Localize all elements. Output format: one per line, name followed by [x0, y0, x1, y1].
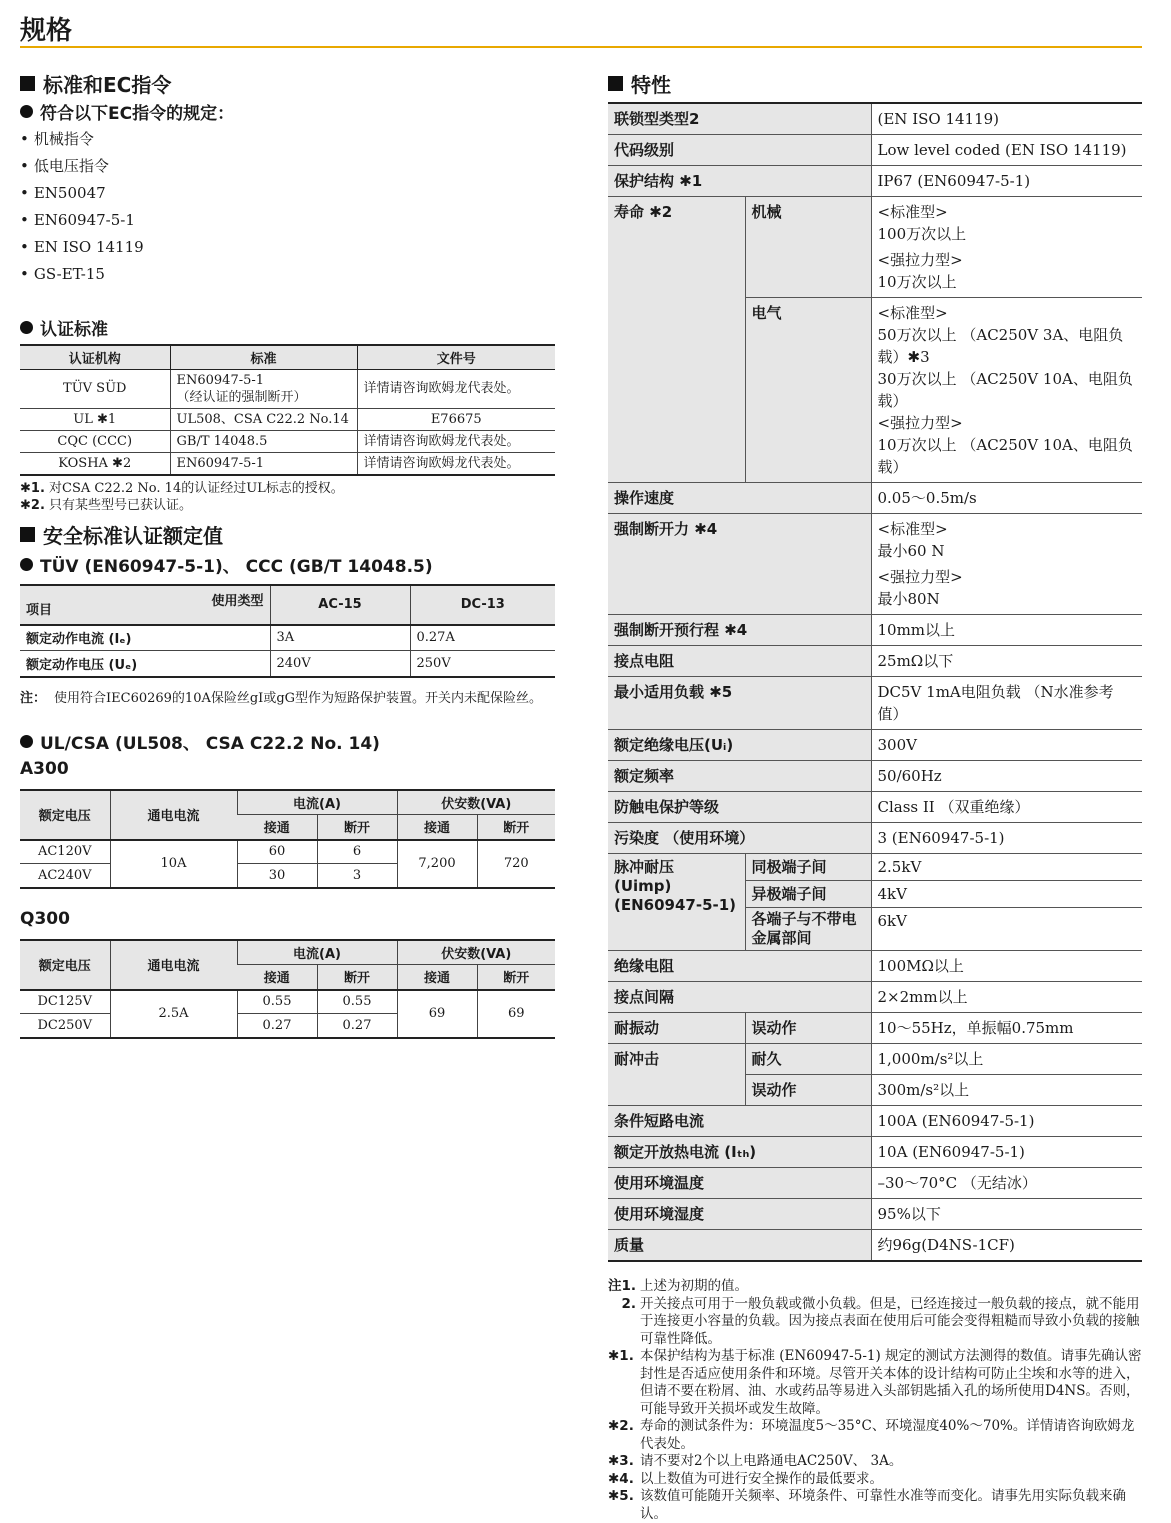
col-header: 文件号: [357, 345, 555, 369]
tuv-note: 注： 使用符合IEC60269的10A保险丝gI或gG型作为短路保护装置。开关内未配保险丝。: [20, 690, 543, 706]
footnote: ✱2. 寿命的测试条件为：环境温度5～35°C、环境湿度40%～70%。详情请咨询欧姆龙代表处。: [608, 1418, 1135, 1452]
table-row: TÜV SÜD EN60947-5-1 （经认证的强制断开） 详情请咨询欧姆龙代表处。: [20, 369, 555, 408]
table-row: 异极端子间 4kV: [608, 881, 1142, 908]
ec-directive-heading: 符合以下EC指令的规定：: [20, 98, 555, 124]
circle-bullet-icon: [20, 321, 33, 334]
list-item: • EN50047: [20, 180, 555, 207]
circle-bullet-icon: [20, 735, 33, 748]
square-bullet-icon: [608, 76, 623, 91]
table-row: 额定动作电压 (Uₑ) 240V 250V: [20, 651, 555, 677]
table-row: 额定动作电流 (Iₑ) 3A 0.27A: [20, 625, 555, 651]
table-row: 接点间隔 2×2mm以上: [608, 982, 1142, 1013]
table-row: AC120V 10A 60 6 7,200 720: [20, 840, 555, 864]
table-row: 各端子与不带电金属部间 6kV: [608, 908, 1142, 951]
standards-heading: 标准和EC指令: [20, 68, 555, 98]
table-row: DC125V 2.5A 0.55 0.55 69 69: [20, 990, 555, 1014]
list-item: • GS-ET-15: [20, 261, 555, 288]
table-row: 强制断开力 ✱4 <标准型> 最小60 N <强拉力型> 最小80N: [608, 514, 1142, 615]
ul-heading: UL/CSA (UL508、 CSA C22.2 No. 14): [20, 729, 555, 755]
circle-bullet-icon: [20, 105, 33, 118]
q300-table: 额定电压 通电电流 电流(A) 伏安数(VA) 接通 断开 接通 断开 DC125V 2.5A 0.55 0.55 69 69 DC250V 0.27 0.27: [20, 939, 555, 1039]
list-item: • 低电压指令: [20, 153, 555, 180]
table-row: 额定开放热电流 (Iₜₕ) 10A (EN60947-5-1): [608, 1137, 1142, 1168]
ec-directive-list: [20, 126, 555, 288]
table-row: 使用环境湿度 95%以下: [608, 1199, 1142, 1230]
list-item: • 机械指令: [20, 126, 555, 153]
table-row: 保护结构 ✱1 IP67 (EN60947-5-1): [608, 166, 1142, 197]
table-row: 耐振动 误动作 10～55Hz，单振幅0.75mm: [608, 1013, 1142, 1044]
cert-table: [20, 344, 555, 476]
right-column: [608, 68, 1142, 1523]
table-row: 强制断开预行程 ✱4 10mm以上: [608, 615, 1142, 646]
list-item: • EN60947-5-1: [20, 207, 555, 234]
table-row: 操作速度 0.05～0.5m/s: [608, 483, 1142, 514]
q300-label: Q300: [20, 908, 70, 929]
table-row: 联锁型类型2 (EN ISO 14119): [608, 103, 1142, 135]
characteristics-table: [608, 102, 1142, 1262]
tuv-heading: TÜV (EN60947-5-1)、 CCC (GB/T 14048.5): [20, 552, 555, 578]
circle-bullet-icon: [20, 558, 33, 571]
table-row: 脉冲耐压 (Uimp) (EN60947-5-1) 同极端子间 2.5kV: [608, 854, 1142, 881]
table-row: 额定绝缘电压(Uᵢ) 300V: [608, 730, 1142, 761]
table-row: 最小适用负载 ✱5 DC5V 1mA电阻负载 （N水准参考值）: [608, 677, 1142, 730]
footnote: ✱3. 请不要对2个以上电路通电AC250V、 3A。: [608, 1453, 903, 1469]
table-row: CQC (CCC) GB/T 14048.5 详情请咨询欧姆龙代表处。: [20, 430, 555, 452]
table-row: 条件短路电流 100A (EN60947-5-1): [608, 1106, 1142, 1137]
table-row: 污染度 （使用环境） 3 (EN60947-5-1): [608, 823, 1142, 854]
col-header: 标准: [170, 345, 357, 369]
table-row: 电气 <标准型> 50万次以上 （AC250V 3A、电阻负载）✱3 30万次以上 （AC250V 10A、电阻负载） <强拉力型> 10万次以上 （AC250V 10A、电阻负载）: [608, 298, 1142, 483]
square-bullet-icon: [20, 76, 35, 91]
footnote: ✱1. 本保护结构为基于标准 (EN60947-5-1) 规定的测试方法测得的数值。请事先确认密封性是否适应使用条件和环境。尽管开关本体的设计结构可防止尘埃和水等的进入，但请不要在粉屑、油、水或药品等易进入头部钥匙插入孔的场所使用D4NS。否则，可能导致开关损坏或发生故障。: [608, 1348, 1142, 1417]
cert-notes: ✱1. 对CSA C22.2 No. 14的认证经过UL标志的授权。 ✱2. 只有某些型号已获认证。: [20, 480, 344, 513]
table-row: 误动作 300m/s²以上: [608, 1075, 1142, 1106]
title-divider: [20, 46, 1142, 48]
left-column: [20, 68, 555, 1039]
table-row: DC250V 0.27 0.27: [20, 1014, 555, 1038]
table-row: KOSHA ✱2 EN60947-5-1 详情请咨询欧姆龙代表处。: [20, 452, 555, 475]
col-header: 认证机构: [20, 345, 170, 369]
tuv-rating-table: 项目 使用类型 AC-15 DC-13 额定动作电流 (Iₑ) 3A 0.27A 额定动作电压 (Uₑ) 240V 250V: [20, 584, 555, 678]
footnotes: [608, 1278, 1142, 1523]
table-row: 使用环境温度 –30～70°C （无结冰）: [608, 1168, 1142, 1199]
table-row: 质量 约96g(D4NS-1CF): [608, 1230, 1142, 1262]
cert-heading: 认证标准: [20, 314, 555, 340]
a300-table: 额定电压 通电电流 电流(A) 伏安数(VA) 接通 断开 接通 断开 AC120V 10A 60 6 7,200 720 AC240V 30 3: [20, 789, 555, 889]
footnote: ✱5. 该数值可能随开关频率、环境条件、可靠性水准等而变化。请事先用实际负载来确认。: [608, 1488, 1126, 1522]
table-row: 耐冲击 耐久 1,000m/s²以上: [608, 1044, 1142, 1075]
a300-label: A300: [20, 758, 69, 779]
footnote: 注1. 上述为初期的值。: [608, 1278, 748, 1294]
rating-heading: 安全标准认证额定值: [20, 520, 555, 550]
footnote: 2. 开关接点可用于一般负载或微小负载。但是，已经连接过一般负载的接点，就不能用于连接更小容量的负载。因为接点表面在使用后可能会变得粗糙而导致小负载的接触可靠性降低。: [621, 1295, 1140, 1347]
table-row: 额定频率 50/60Hz: [608, 761, 1142, 792]
table-row: UL ✱1 UL508、CSA C22.2 No.14 E76675: [20, 408, 555, 430]
table-row: 代码级别 Low level coded (EN ISO 14119): [608, 135, 1142, 166]
table-row: 绝缘电阻 100MΩ以上: [608, 951, 1142, 982]
footnote: ✱4. 以上数值为可进行安全操作的最低要求。: [608, 1470, 883, 1487]
characteristics-heading: 特性: [608, 68, 1142, 98]
list-item: • EN ISO 14119: [20, 234, 555, 261]
table-row: 接点电阻 25mΩ以下: [608, 646, 1142, 677]
table-row: AC240V 30 3: [20, 864, 555, 888]
table-row: 防触电保护等级 Class II （双重绝缘）: [608, 792, 1142, 823]
table-row: 寿命 ✱2 机械 <标准型> 100万次以上 <强拉力型> 10万次以上: [608, 197, 1142, 298]
square-bullet-icon: [20, 527, 35, 542]
page-title: 规格: [20, 16, 73, 46]
